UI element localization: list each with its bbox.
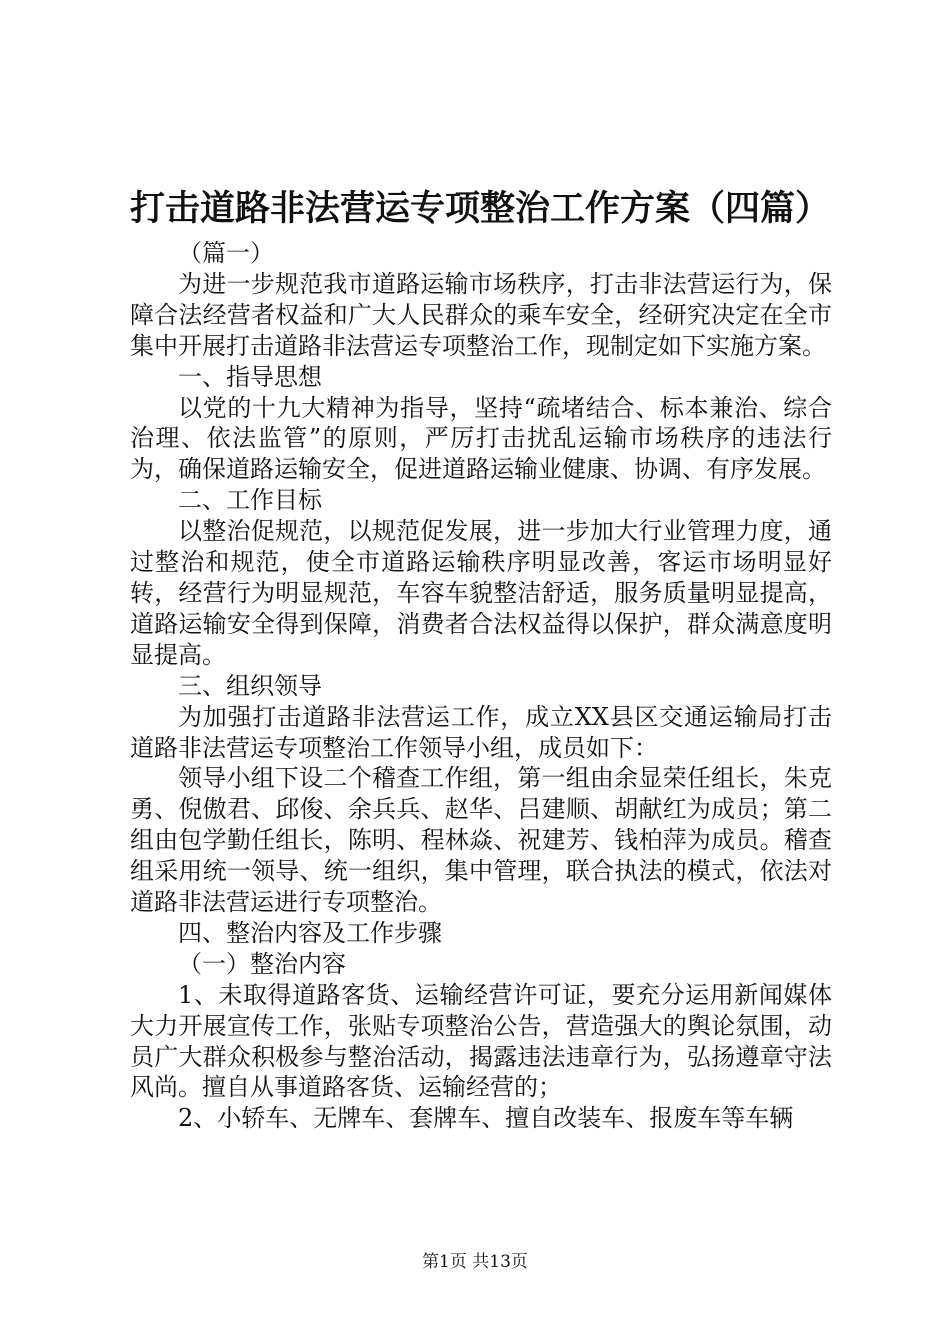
section-heading-organization: 三、组织领导 (178, 671, 322, 700)
paragraph-inspection-groups: 领导小组下设二个稽查工作组，第一组由余显荣任组长，朱克勇、倪傲君、邱俊、余兵兵、赵华、吕建顺、胡献红为成员；第二组由包学勤任组长，陈明、程林焱、祝建芳、钱柏萍为成员。稽查组采用统一领导、统一组织，集中管理，联合执法的模式，依法对道路非法营运进行专项整治。 (130, 764, 832, 917)
section-heading-work-goals: 二、工作目标 (178, 486, 322, 515)
paragraph-intro: 为进一步规范我市道路运输市场秩序，打击非法营运行为，保障合法经营者权益和广大人民群众的乘车安全，经研究决定在全市集中开展打击道路非法营运专项整治工作，现制定如下实施方案。 (130, 269, 832, 360)
section-heading-guiding-thought: 一、指导思想 (178, 362, 322, 391)
paragraph-work-goals: 以整治促规范，以规范促发展，进一步加大行业管理力度，通过整治和规范，使全市道路运输秩序明显改善，客运市场明显好转，经营行为明显规范，车容车貌整洁舒适，服务质量明显提高，道路运输安全得到保障，消费者合法权益得以保护，群众满意度明显提高。 (130, 517, 832, 669)
document-body (130, 238, 832, 1134)
page-number: 第1页 共13页 (422, 1252, 528, 1272)
section-label-part-one: （篇一） (178, 239, 274, 267)
section-heading-content-steps: 四、整治内容及工作步骤 (178, 918, 442, 947)
paragraph-organization: 为加强打击道路非法营运工作，成立XX县区交通运输局打击道路非法营运专项整治工作领导小组，成员如下： (130, 702, 832, 762)
paragraph-guiding-thought: 以党的十九大精神为指导，坚持“疏堵结合、标本兼治、综合治理、依法监管”的原则，严厉打击扰乱运输市场秩序的违法行为，确保道路运输安全，促进道路运输业健康、协调、有序发展。 (130, 393, 832, 484)
list-item-1: 1、未取得道路客货、运输经营许可证，要充分运用新闻媒体大力开展宣传工作，张贴专项整治公告，营造强大的舆论氛围，动员广大群众积极参与整治活动，揭露违法违章行为，弘扬遵章守法风尚。擅自从事道路客货、运输经营的； (130, 980, 832, 1102)
subsection-heading-content: （一）整治内容 (178, 949, 346, 978)
document-title: 打击道路非法营运专项整治工作方案（四篇） (130, 188, 831, 229)
list-item-2: 2、小轿车、无牌车、套牌车、擅自改装车、报废车等车辆 (178, 1104, 794, 1133)
